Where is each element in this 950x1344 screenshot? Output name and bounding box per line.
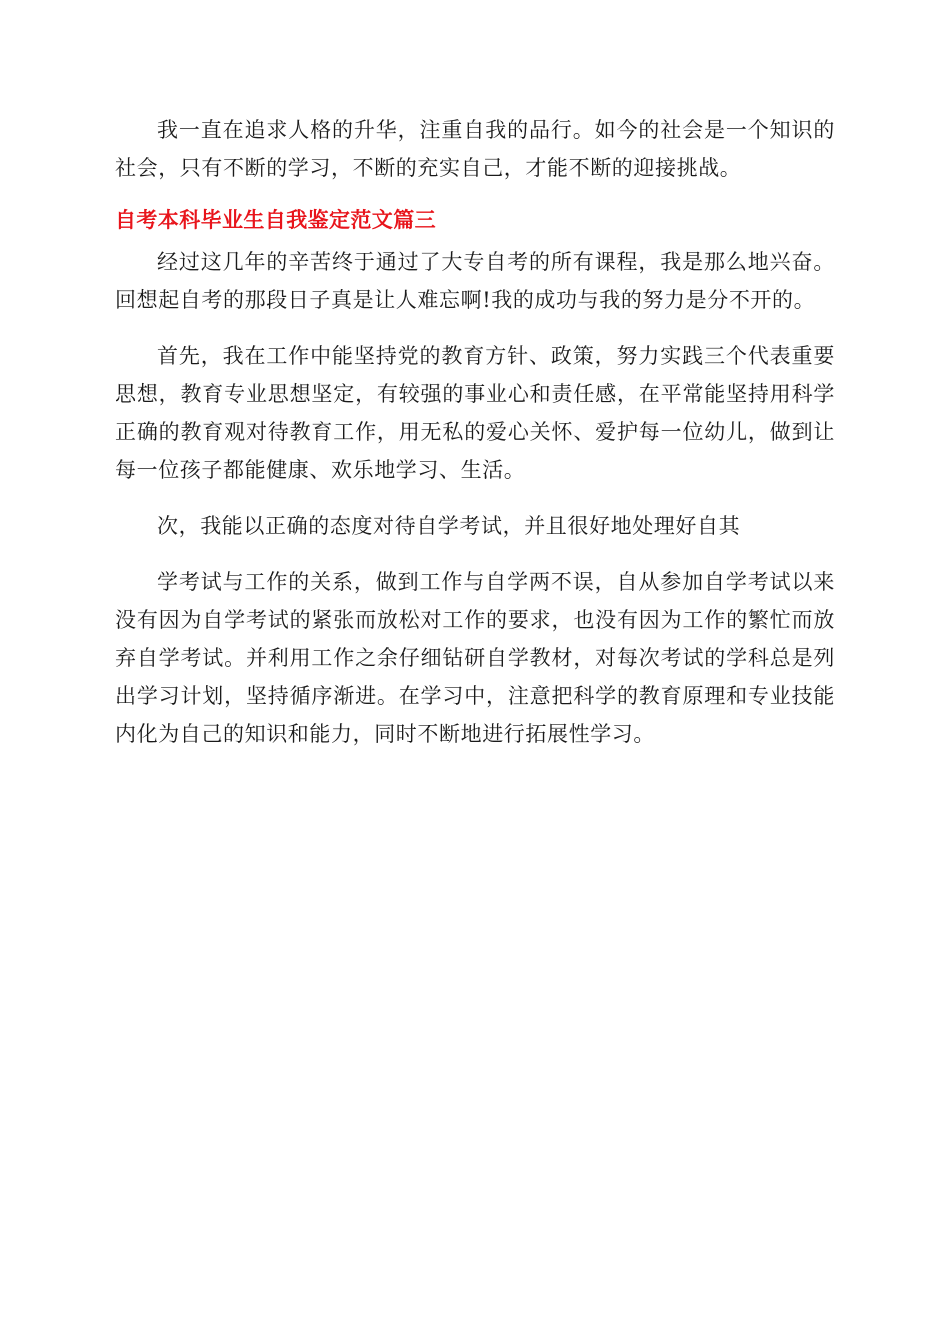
paragraph-1: 我一直在追求人格的升华，注重自我的品行。如今的社会是一个知识的社会，只有不断的学习，不断的充实自己，才能不断的迎接挑战。 (115, 118, 835, 180)
paragraph-4: 次，我能以正确的态度对待自学考试，并且很好地处理好自其 (157, 514, 741, 538)
section-heading: 自考本科毕业生自我鉴定范文篇三 (115, 208, 436, 232)
document-body (115, 111, 835, 771)
paragraph-3: 首先，我在工作中能坚持党的教育方针、政策，努力实践三个代表重要思想，教育专业思想坚定，有较强的事业心和责任感，在平常能坚持用科学正确的教育观对待教育工作，用无私的爱心关怀、爱护每一位幼儿，做到让每一位孩子都能健康、欢乐地学习、生活。 (115, 344, 835, 482)
paragraph-5: 学考试与工作的关系，做到工作与自学两不误，自从参加自学考试以来没有因为自学考试的紧张而放松对工作的要求，也没有因为工作的繁忙而放弃自学考试。并利用工作之余仔细钻研自学教材，对每次考试的学科总是列出学习计划，坚持循序渐进。在学习中，注意把科学的教育原理和专业技能内化为自己的知识和能力，同时不断地进行拓展性学习。 (115, 570, 835, 746)
paragraph-2: 经过这几年的辛苦终于通过了大专自考的所有课程，我是那么地兴奋。回想起自考的那段日子真是让人难忘啊!我的成功与我的努力是分不开的。 (115, 250, 835, 312)
